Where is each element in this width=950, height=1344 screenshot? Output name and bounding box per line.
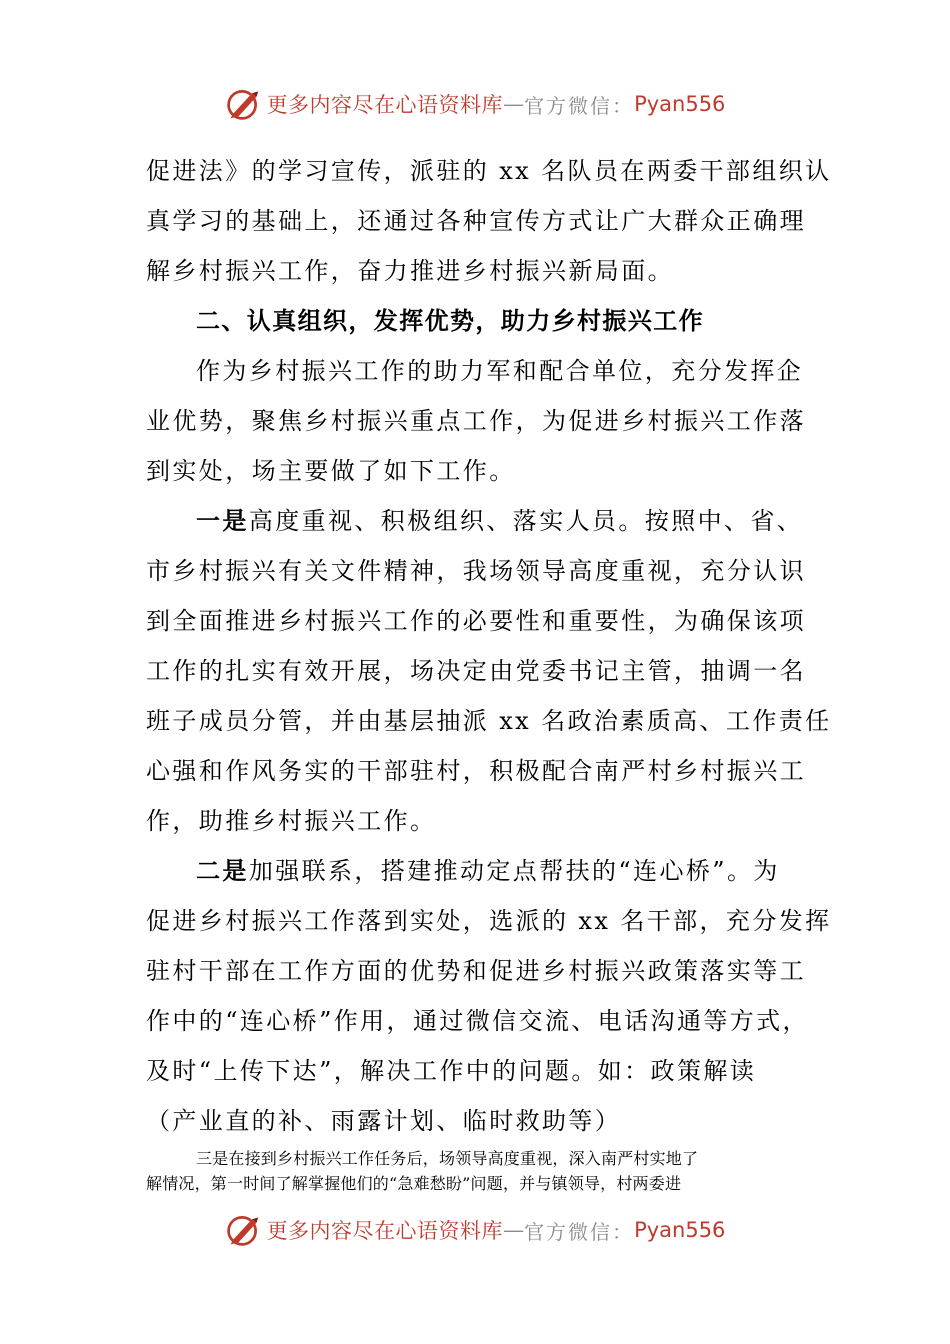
text-line: 到实处，场主要做了如下工作。	[146, 457, 516, 485]
header-banner	[0, 84, 950, 124]
banner-main-text: 更多内容尽在心语资料库	[266, 93, 504, 117]
banner-wechat-label: 官方微信：	[524, 93, 635, 118]
pen-logo-icon	[225, 1212, 261, 1248]
small-text-line: 解情况，第一时间了解掌握他们的“急难愁盼”问题，并与镇领导，村两委进	[146, 1174, 682, 1193]
text-line	[146, 496, 804, 546]
text-line	[146, 846, 796, 896]
text-line: 到全面推进乡村振兴工作的必要性和重要性，为确保该项	[146, 607, 806, 635]
text-line: 解乡村振兴工作，奋力推进乡村振兴新局面。	[146, 257, 674, 285]
text-line-rest: 高度重视、积极组织、落实人员。按照中、省、	[248, 507, 804, 535]
text-line: 业优势，聚焦乡村振兴重点工作，为促进乡村振兴工作落	[146, 407, 806, 435]
small-text-line: 三是在接到乡村振兴工作任务后，场领导高度重视，深入南严村实地了	[196, 1149, 699, 1168]
text-line: 作，助推乡村振兴工作。	[146, 807, 437, 835]
body-text	[146, 146, 832, 1196]
pen-logo-icon	[225, 86, 261, 122]
banner-wechat-label: 官方微信：	[524, 1219, 635, 1244]
text-line: 作为乡村振兴工作的助力军和配合单位，充分发挥企	[196, 357, 804, 385]
text-line: 工作的扎实有效开展，场决定由党委书记主管，抽调一名	[146, 657, 806, 685]
banner-separator: —	[503, 92, 525, 116]
banner-separator: —	[503, 1218, 525, 1242]
text-line: 促进法》的学习宣传，派驻的 xx 名队员在两委干部组织认	[146, 157, 832, 185]
banner-main-text: 更多内容尽在心语资料库	[266, 1219, 504, 1243]
text-line: （产业直的补、雨露计划、临时救助等）	[146, 1107, 622, 1135]
banner-wechat-id: Pyan556	[634, 1218, 726, 1242]
banner-wechat-id: Pyan556	[634, 92, 726, 116]
text-line: 作中的“连心桥”作用，通过微信交流、电话沟通等方式，	[146, 1007, 809, 1035]
footer-banner	[0, 1210, 950, 1250]
text-line: 班子成员分管，并由基层抽派 xx 名政治素质高、工作责任	[146, 707, 832, 735]
text-line: 真学习的基础上，还通过各种宣传方式让广大群众正确理	[146, 207, 806, 235]
lead-second: 二是	[196, 856, 249, 885]
lead-first: 一是	[196, 506, 249, 535]
text-line: 及时“上传下达”，解决工作中的问题。如：政策解读	[146, 1057, 757, 1085]
text-line: 心强和作风务实的干部驻村，积极配合南严村乡村振兴工	[146, 757, 806, 785]
text-line-rest: 加强联系，搭建推动定点帮扶的“连心桥”。为	[248, 857, 780, 885]
section-heading: 二、认真组织，发挥优势，助力乡村振兴工作	[196, 306, 704, 335]
text-line: 促进乡村振兴工作落到实处，选派的 xx 名干部，充分发挥	[146, 907, 832, 935]
text-line: 驻村干部在工作方面的优势和促进乡村振兴政策落实等工	[146, 957, 806, 985]
text-line: 市乡村振兴有关文件精神，我场领导高度重视，充分认识	[146, 557, 806, 585]
